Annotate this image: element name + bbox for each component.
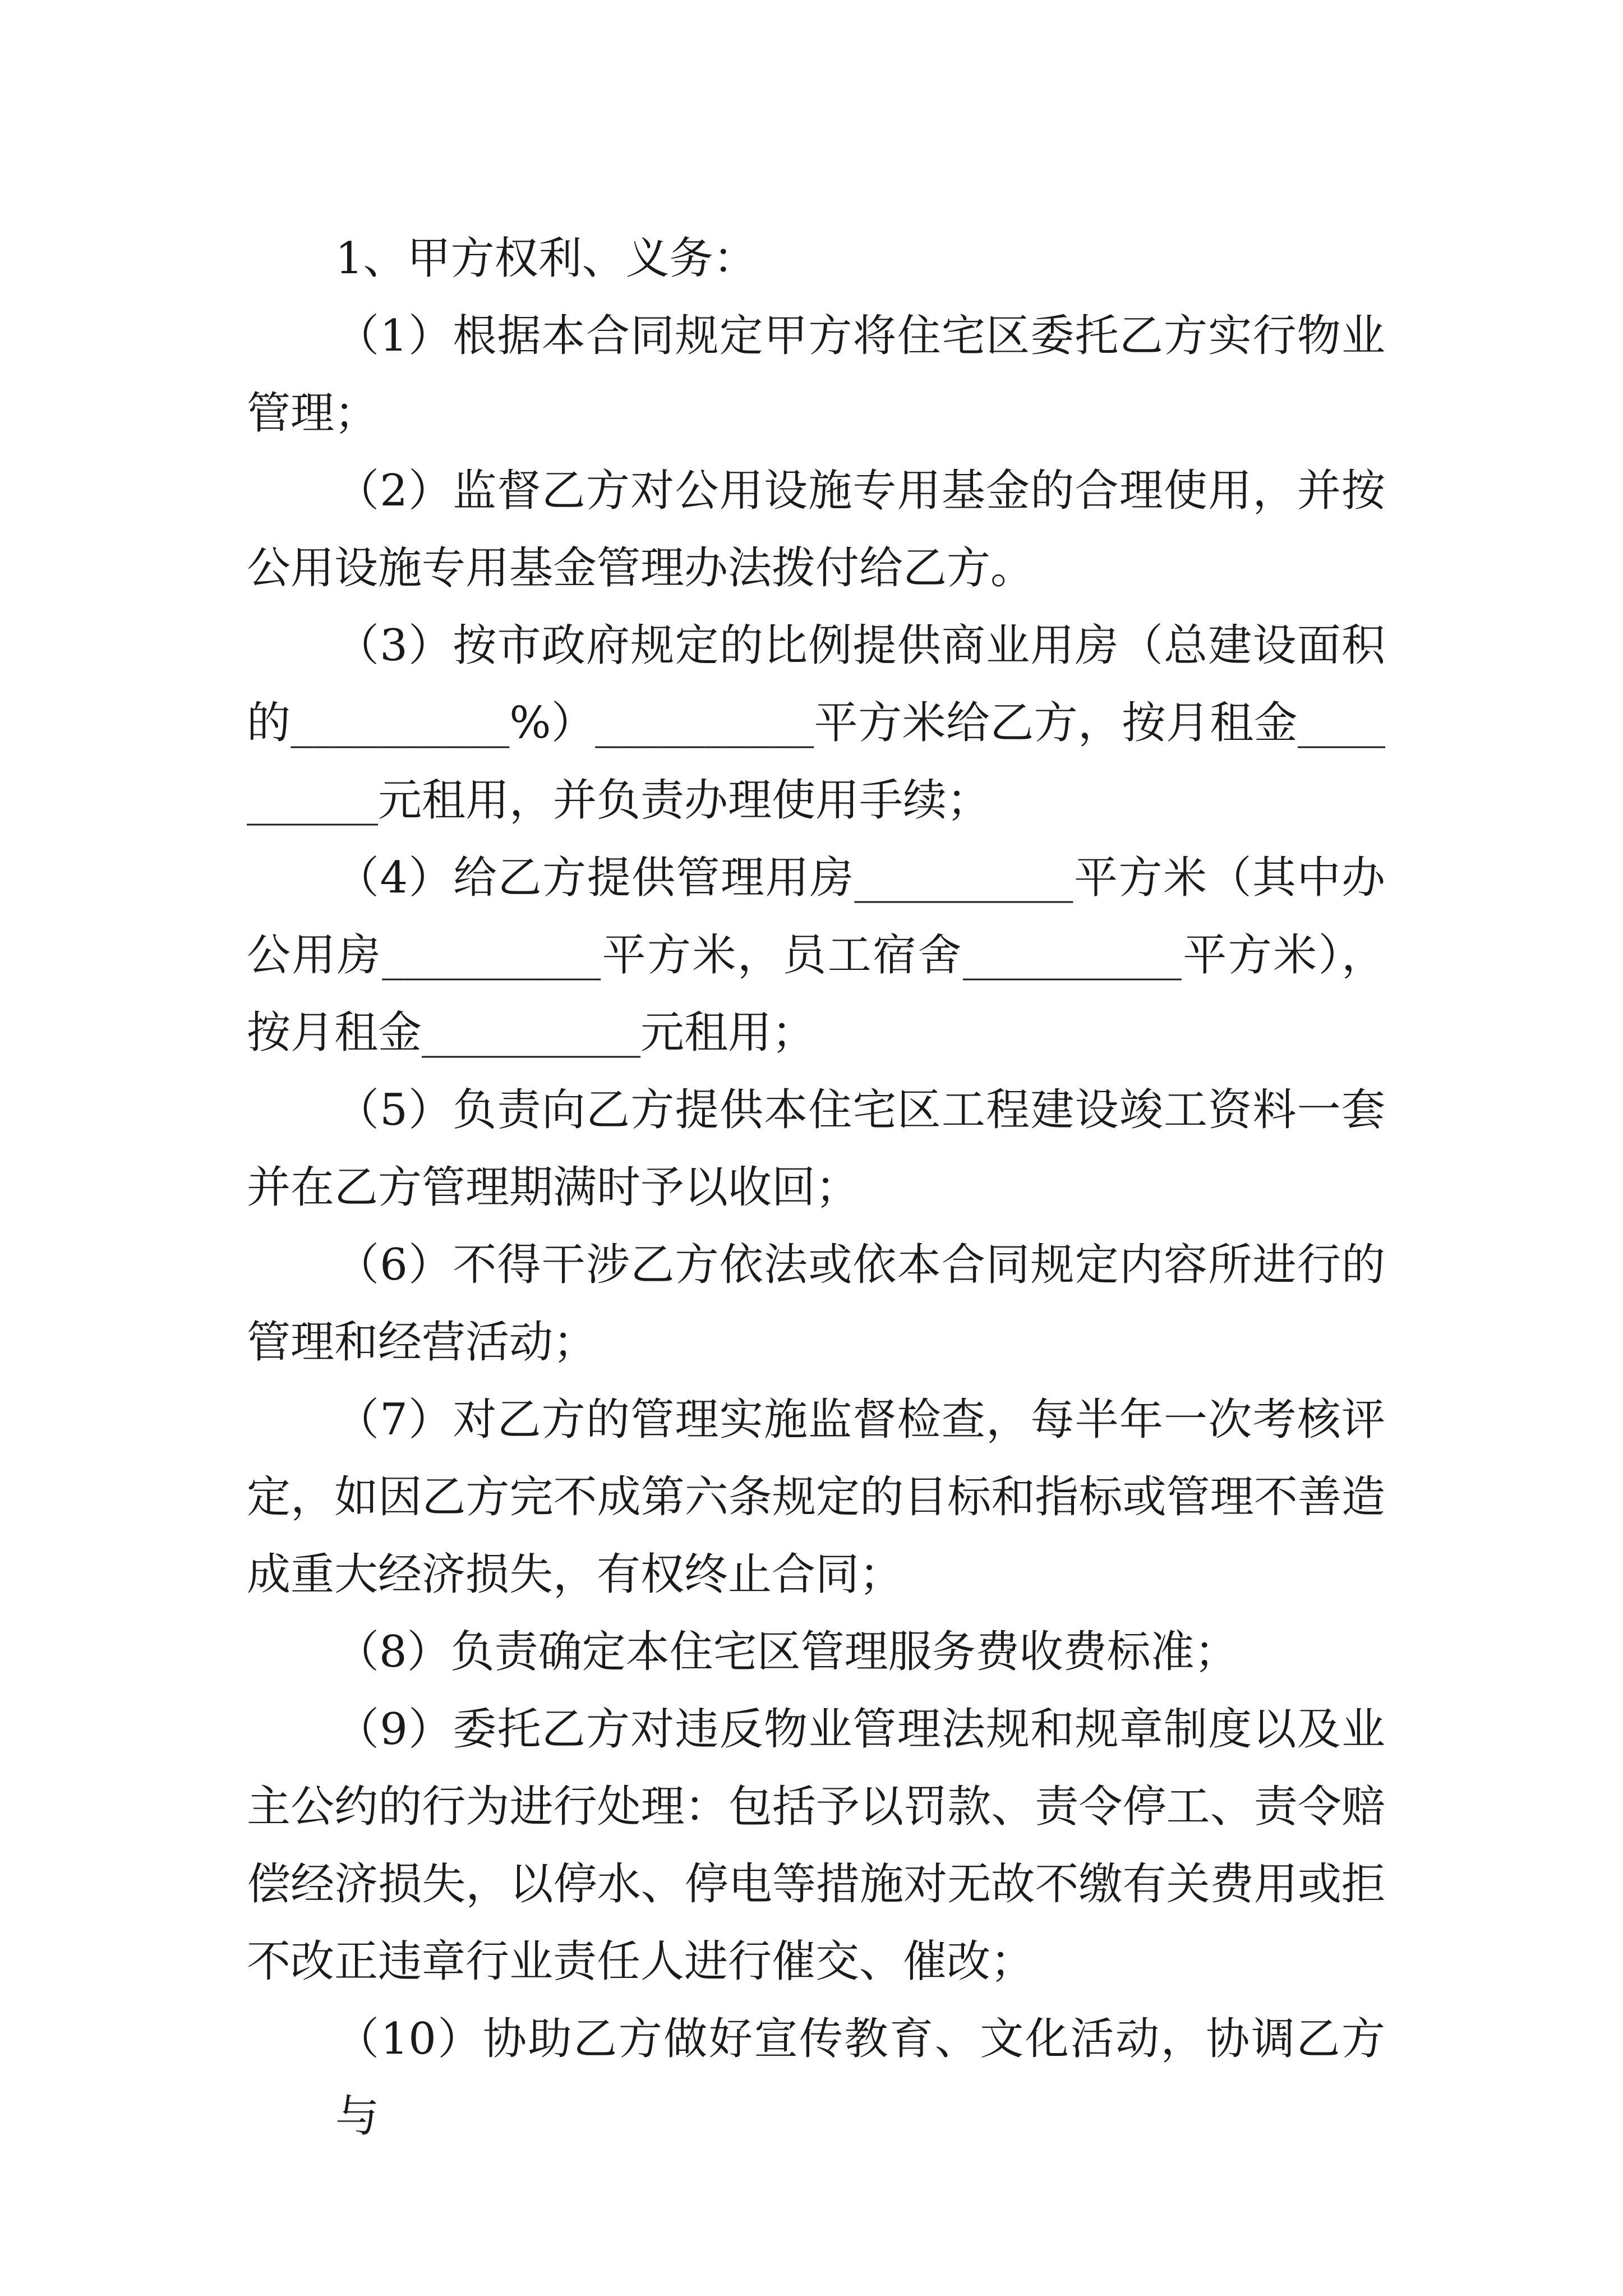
clause-4-line-1: （4）给乙方提供管理用房__________平方米（其中办: [335, 853, 1385, 903]
clause-2-line-2: 公用设施专用基金管理办法拨付给乙方。: [247, 543, 1035, 593]
clause-9-line-3: 偿经济损失，以停水、停电等措施对无故不缴有关费用或拒: [247, 1859, 1385, 1910]
clause-1-line-1: （1）根据本合同规定甲方将住宅区委托乙方实行物业: [335, 311, 1385, 361]
clause-5-line-2: 并在乙方管理期满时予以收回；: [247, 1162, 860, 1213]
clause-7-line-3: 成重大经济损失，有权终止合同；: [247, 1549, 903, 1600]
clause-4-line-2: 公用房__________平方米，员工宿舍__________平方米），: [247, 930, 1385, 981]
clause-3-line-1: （3）按市政府规定的比例提供商业用房（总建设面积: [335, 620, 1385, 671]
clause-6-line-1: （6）不得干涉乙方依法或依本合同规定内容所进行的: [335, 1240, 1385, 1290]
clause-9-line-4: 不改正违章行业责任人进行催交、催改；: [247, 1936, 1035, 1987]
clause-4-line-3: 按月租金__________元租用；: [247, 1007, 816, 1058]
clause-10-line-1: （10）协助乙方做好宣传教育、文化活动，协调乙方与: [335, 2014, 1385, 2142]
clause-6-line-2: 管理和经营活动；: [247, 1317, 597, 1368]
clause-7-line-2: 定，如因乙方完不成第六条规定的目标和指标或管理不善造: [247, 1472, 1385, 1522]
clause-9-line-2: 主公约的行为进行处理：包括予以罚款、责令停工、责令赔: [247, 1782, 1385, 1832]
clause-9-line-1: （9）委托乙方对违反物业管理法规和规章制度以及业: [335, 1704, 1385, 1755]
clause-3-line-3: ______元租用，并负责办理使用手续；: [247, 775, 991, 826]
section-heading: 1、甲方权利、义务：: [335, 233, 757, 284]
clause-8-line-1: （8）负责确定本住宅区管理服务费收费标准；: [335, 1627, 1238, 1677]
clause-5-line-1: （5）负责向乙方提供本住宅区工程建设竣工资料一套: [335, 1085, 1385, 1135]
clause-1-line-2: 管理；: [247, 388, 379, 439]
clause-7-line-1: （7）对乙方的管理实施监督检查，每半年一次考核评: [335, 1395, 1385, 1445]
clause-3-line-2: 的__________%）__________平方米给乙方，按月租金____: [247, 698, 1385, 748]
clause-2-line-1: （2）监督乙方对公用设施专用基金的合理使用，并按: [335, 466, 1385, 516]
contract-body: [247, 220, 1385, 2142]
